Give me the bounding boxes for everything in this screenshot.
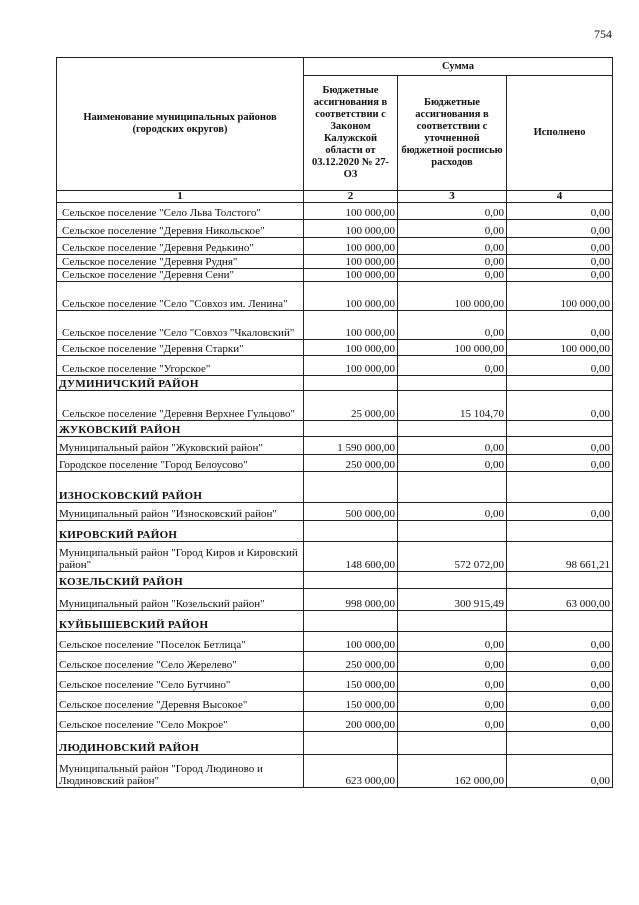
section-row xyxy=(57,732,613,755)
section-row xyxy=(57,376,613,391)
empty-cell xyxy=(507,472,613,503)
value-v4: 0,00 xyxy=(507,503,613,521)
empty-cell xyxy=(507,421,613,437)
value-v2: 150 000,00 xyxy=(304,692,398,712)
row-name: Сельское поселение "Деревня Старки" xyxy=(57,340,304,356)
table-row xyxy=(57,437,613,455)
value-v2: 100 000,00 xyxy=(304,269,398,282)
value-v3: 572 072,00 xyxy=(398,542,507,572)
row-name: Сельское поселение "Деревня Верхнее Гульцово" xyxy=(57,391,304,421)
value-v3: 0,00 xyxy=(398,692,507,712)
row-name: Сельское поселение "Деревня Рудня" xyxy=(57,255,304,269)
value-v3: 0,00 xyxy=(398,672,507,692)
table-row xyxy=(57,652,613,672)
section-title: КИРОВСКИЙ РАЙОН xyxy=(57,521,304,542)
section-title: КУЙБЫШЕВСКИЙ РАЙОН xyxy=(57,611,304,632)
row-name: Муниципальный район "Козельский район" xyxy=(57,589,304,611)
header-col3: Бюджетные ассигнования в соответствии с уточненной бюджетной росписью расходов xyxy=(398,76,507,191)
header-name-column: Наименование муниципальных районов (городских округов) xyxy=(57,58,304,191)
value-v4: 0,00 xyxy=(507,203,613,220)
table-row xyxy=(57,282,613,311)
value-v4: 98 661,21 xyxy=(507,542,613,572)
section-title: ЖУКОВСКИЙ РАЙОН xyxy=(57,421,304,437)
value-v3: 0,00 xyxy=(398,503,507,521)
section-title: ИЗНОСКОВСКИЙ РАЙОН xyxy=(57,472,304,503)
table-row xyxy=(57,503,613,521)
table-row xyxy=(57,632,613,652)
column-number: 1 xyxy=(57,191,304,203)
value-v3: 162 000,00 xyxy=(398,755,507,788)
empty-cell xyxy=(507,732,613,755)
empty-cell xyxy=(507,611,613,632)
value-v4: 0,00 xyxy=(507,311,613,340)
table-row xyxy=(57,455,613,472)
row-name: Муниципальный район "Износковский район" xyxy=(57,503,304,521)
value-v2: 100 000,00 xyxy=(304,203,398,220)
value-v3: 15 104,70 xyxy=(398,391,507,421)
row-name: Городское поселение "Город Белоусово" xyxy=(57,455,304,472)
value-v4: 0,00 xyxy=(507,672,613,692)
section-row xyxy=(57,521,613,542)
value-v2: 148 600,00 xyxy=(304,542,398,572)
value-v2: 1 590 000,00 xyxy=(304,437,398,455)
value-v2: 100 000,00 xyxy=(304,356,398,376)
empty-cell xyxy=(507,376,613,391)
value-v2: 998 000,00 xyxy=(304,589,398,611)
value-v2: 200 000,00 xyxy=(304,712,398,732)
value-v3: 0,00 xyxy=(398,632,507,652)
value-v3: 100 000,00 xyxy=(398,282,507,311)
value-v4: 0,00 xyxy=(507,238,613,255)
row-name: Сельское поселение "Село Мокрое" xyxy=(57,712,304,732)
value-v2: 100 000,00 xyxy=(304,340,398,356)
value-v3: 0,00 xyxy=(398,455,507,472)
value-v4: 0,00 xyxy=(507,391,613,421)
empty-cell xyxy=(304,521,398,542)
value-v4: 0,00 xyxy=(507,269,613,282)
column-number: 3 xyxy=(398,191,507,203)
row-name: Сельское поселение "Деревня Редькино" xyxy=(57,238,304,255)
empty-cell xyxy=(304,611,398,632)
section-title: КОЗЕЛЬСКИЙ РАЙОН xyxy=(57,572,304,589)
value-v3: 100 000,00 xyxy=(398,340,507,356)
table-row xyxy=(57,692,613,712)
table-row xyxy=(57,203,613,220)
table-row xyxy=(57,391,613,421)
section-row xyxy=(57,572,613,589)
column-number: 2 xyxy=(304,191,398,203)
value-v2: 250 000,00 xyxy=(304,652,398,672)
value-v3: 0,00 xyxy=(398,203,507,220)
value-v3: 0,00 xyxy=(398,220,507,238)
page-number: 754 xyxy=(594,27,612,41)
section-row xyxy=(57,421,613,437)
table-row xyxy=(57,542,613,572)
value-v3: 0,00 xyxy=(398,255,507,269)
header-sum-group: Сумма xyxy=(304,58,613,76)
row-name: Сельское поселение "Село "Совхоз им. Ленина" xyxy=(57,282,304,311)
header-col4: Исполнено xyxy=(507,76,613,191)
table-row xyxy=(57,755,613,788)
empty-cell xyxy=(507,572,613,589)
value-v4: 0,00 xyxy=(507,692,613,712)
table-row xyxy=(57,356,613,376)
value-v2: 25 000,00 xyxy=(304,391,398,421)
budget-table xyxy=(56,57,613,788)
empty-cell xyxy=(304,572,398,589)
table-header xyxy=(57,58,613,191)
value-v4: 0,00 xyxy=(507,455,613,472)
value-v4: 0,00 xyxy=(507,712,613,732)
row-name: Сельское поселение "Деревня Никольское" xyxy=(57,220,304,238)
value-v4: 0,00 xyxy=(507,632,613,652)
value-v3: 0,00 xyxy=(398,356,507,376)
value-v4: 0,00 xyxy=(507,356,613,376)
value-v4: 0,00 xyxy=(507,755,613,788)
section-title: ЛЮДИНОВСКИЙ РАЙОН xyxy=(57,732,304,755)
empty-cell xyxy=(304,376,398,391)
section-title: ДУМИНИЧСКИЙ РАЙОН xyxy=(57,376,304,391)
table-row xyxy=(57,672,613,692)
row-name: Сельское поселение "Село Жерелево" xyxy=(57,652,304,672)
value-v2: 100 000,00 xyxy=(304,238,398,255)
value-v4: 100 000,00 xyxy=(507,340,613,356)
value-v2: 250 000,00 xyxy=(304,455,398,472)
value-v4: 100 000,00 xyxy=(507,282,613,311)
row-name: Сельское поселение "Село Бутчино" xyxy=(57,672,304,692)
row-name: Сельское поселение "Село Льва Толстого" xyxy=(57,203,304,220)
empty-cell xyxy=(398,732,507,755)
value-v3: 0,00 xyxy=(398,238,507,255)
empty-cell xyxy=(398,611,507,632)
value-v4: 0,00 xyxy=(507,652,613,672)
value-v4: 63 000,00 xyxy=(507,589,613,611)
empty-cell xyxy=(398,521,507,542)
row-name: Муниципальный район "Город Людиново и Людиновский район" xyxy=(57,755,304,788)
value-v2: 100 000,00 xyxy=(304,282,398,311)
table-row xyxy=(57,220,613,238)
value-v3: 0,00 xyxy=(398,269,507,282)
column-numbers-row xyxy=(57,191,613,203)
empty-cell xyxy=(507,521,613,542)
header-col2: Бюджетные ассигнования в соответствии с Законом Калужской области от 03.12.2020 № 27-ОЗ xyxy=(304,76,398,191)
value-v4: 0,00 xyxy=(507,220,613,238)
row-name: Сельское поселение "Деревня Сени" xyxy=(57,269,304,282)
table-row xyxy=(57,712,613,732)
value-v3: 300 915,49 xyxy=(398,589,507,611)
row-name: Муниципальный район "Город Киров и Кировский район" xyxy=(57,542,304,572)
value-v2: 100 000,00 xyxy=(304,311,398,340)
table-row xyxy=(57,238,613,255)
row-name: Муниципальный район "Жуковский район" xyxy=(57,437,304,455)
table-row xyxy=(57,311,613,340)
table-row xyxy=(57,255,613,269)
value-v2: 150 000,00 xyxy=(304,672,398,692)
empty-cell xyxy=(398,572,507,589)
empty-cell xyxy=(304,732,398,755)
row-name: Сельское поселение "Село "Совхоз "Чкаловский" xyxy=(57,311,304,340)
empty-cell xyxy=(398,421,507,437)
section-row xyxy=(57,611,613,632)
empty-cell xyxy=(304,472,398,503)
row-name: Сельское поселение "Угорское" xyxy=(57,356,304,376)
value-v3: 0,00 xyxy=(398,311,507,340)
value-v2: 623 000,00 xyxy=(304,755,398,788)
table-row xyxy=(57,340,613,356)
value-v4: 0,00 xyxy=(507,437,613,455)
row-name: Сельское поселение "Поселок Бетлица" xyxy=(57,632,304,652)
empty-cell xyxy=(398,472,507,503)
table-row xyxy=(57,589,613,611)
value-v3: 0,00 xyxy=(398,712,507,732)
section-row xyxy=(57,472,613,503)
value-v3: 0,00 xyxy=(398,437,507,455)
table-row xyxy=(57,269,613,282)
value-v2: 100 000,00 xyxy=(304,220,398,238)
value-v2: 100 000,00 xyxy=(304,255,398,269)
value-v2: 100 000,00 xyxy=(304,632,398,652)
column-number: 4 xyxy=(507,191,613,203)
empty-cell xyxy=(304,421,398,437)
empty-cell xyxy=(398,376,507,391)
table-body xyxy=(57,191,613,788)
value-v3: 0,00 xyxy=(398,652,507,672)
row-name: Сельское поселение "Деревня Высокое" xyxy=(57,692,304,712)
value-v2: 500 000,00 xyxy=(304,503,398,521)
value-v4: 0,00 xyxy=(507,255,613,269)
